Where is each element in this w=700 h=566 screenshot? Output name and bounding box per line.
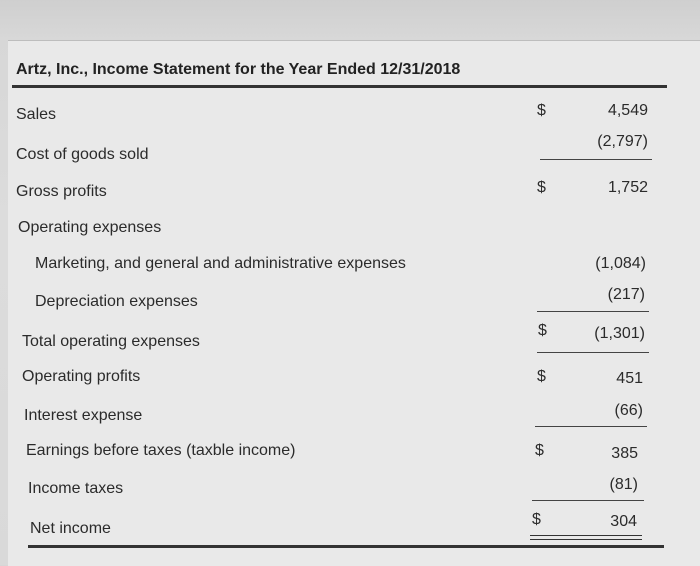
statement-title: Artz, Inc., Income Statement for the Year Ended 12/31/2018 <box>16 61 461 78</box>
subtotal-rule <box>540 159 652 160</box>
row-label-ebt: Earnings before taxes (taxble income) <box>26 442 296 459</box>
double-total-rule <box>530 535 642 540</box>
value-operating-profits: 451 <box>616 370 643 387</box>
value-taxes: (81) <box>609 476 638 493</box>
dollar-sign-net-income: $ <box>532 511 541 528</box>
subtotal-rule <box>535 426 647 427</box>
photo-background <box>0 0 700 40</box>
value-interest: (66) <box>614 402 643 419</box>
dollar-sign-operating-profits: $ <box>537 368 546 385</box>
row-label-operating-profits: Operating profits <box>22 368 141 385</box>
row-label-total-opex: Total operating expenses <box>22 333 200 350</box>
row-label-net-income: Net income <box>30 520 111 537</box>
subtotal-rule <box>537 311 649 312</box>
row-label-sales: Sales <box>16 106 57 123</box>
value-cogs: (2,797) <box>597 133 648 150</box>
value-total-opex: (1,301) <box>594 325 645 342</box>
row-label-gross-profits: Gross profits <box>16 183 107 200</box>
row-label-mga: Marketing, and general and administrative expenses <box>35 255 406 272</box>
row-label-cogs: Cost of goods sold <box>16 146 149 163</box>
title-rule <box>12 85 667 88</box>
value-depreciation: (217) <box>607 286 645 303</box>
dollar-sign-gross-profits: $ <box>537 179 546 196</box>
row-label-depreciation: Depreciation expenses <box>35 293 198 310</box>
row-label-operating-expenses: Operating expenses <box>18 219 162 236</box>
value-ebt: 385 <box>611 445 638 462</box>
row-label-interest: Interest expense <box>24 407 143 424</box>
bottom-rule <box>28 545 664 548</box>
subtotal-rule <box>537 352 649 353</box>
value-gross-profits: 1,752 <box>607 179 648 196</box>
value-net-income: 304 <box>610 513 637 530</box>
dollar-sign-ebt: $ <box>535 442 544 459</box>
value-mga: (1,084) <box>595 255 646 272</box>
subtotal-rule <box>532 500 644 501</box>
row-label-taxes: Income taxes <box>28 480 124 497</box>
dollar-sign-sales: $ <box>537 102 546 119</box>
value-sales: 4,549 <box>607 102 648 119</box>
dollar-sign-total-opex: $ <box>538 322 547 339</box>
